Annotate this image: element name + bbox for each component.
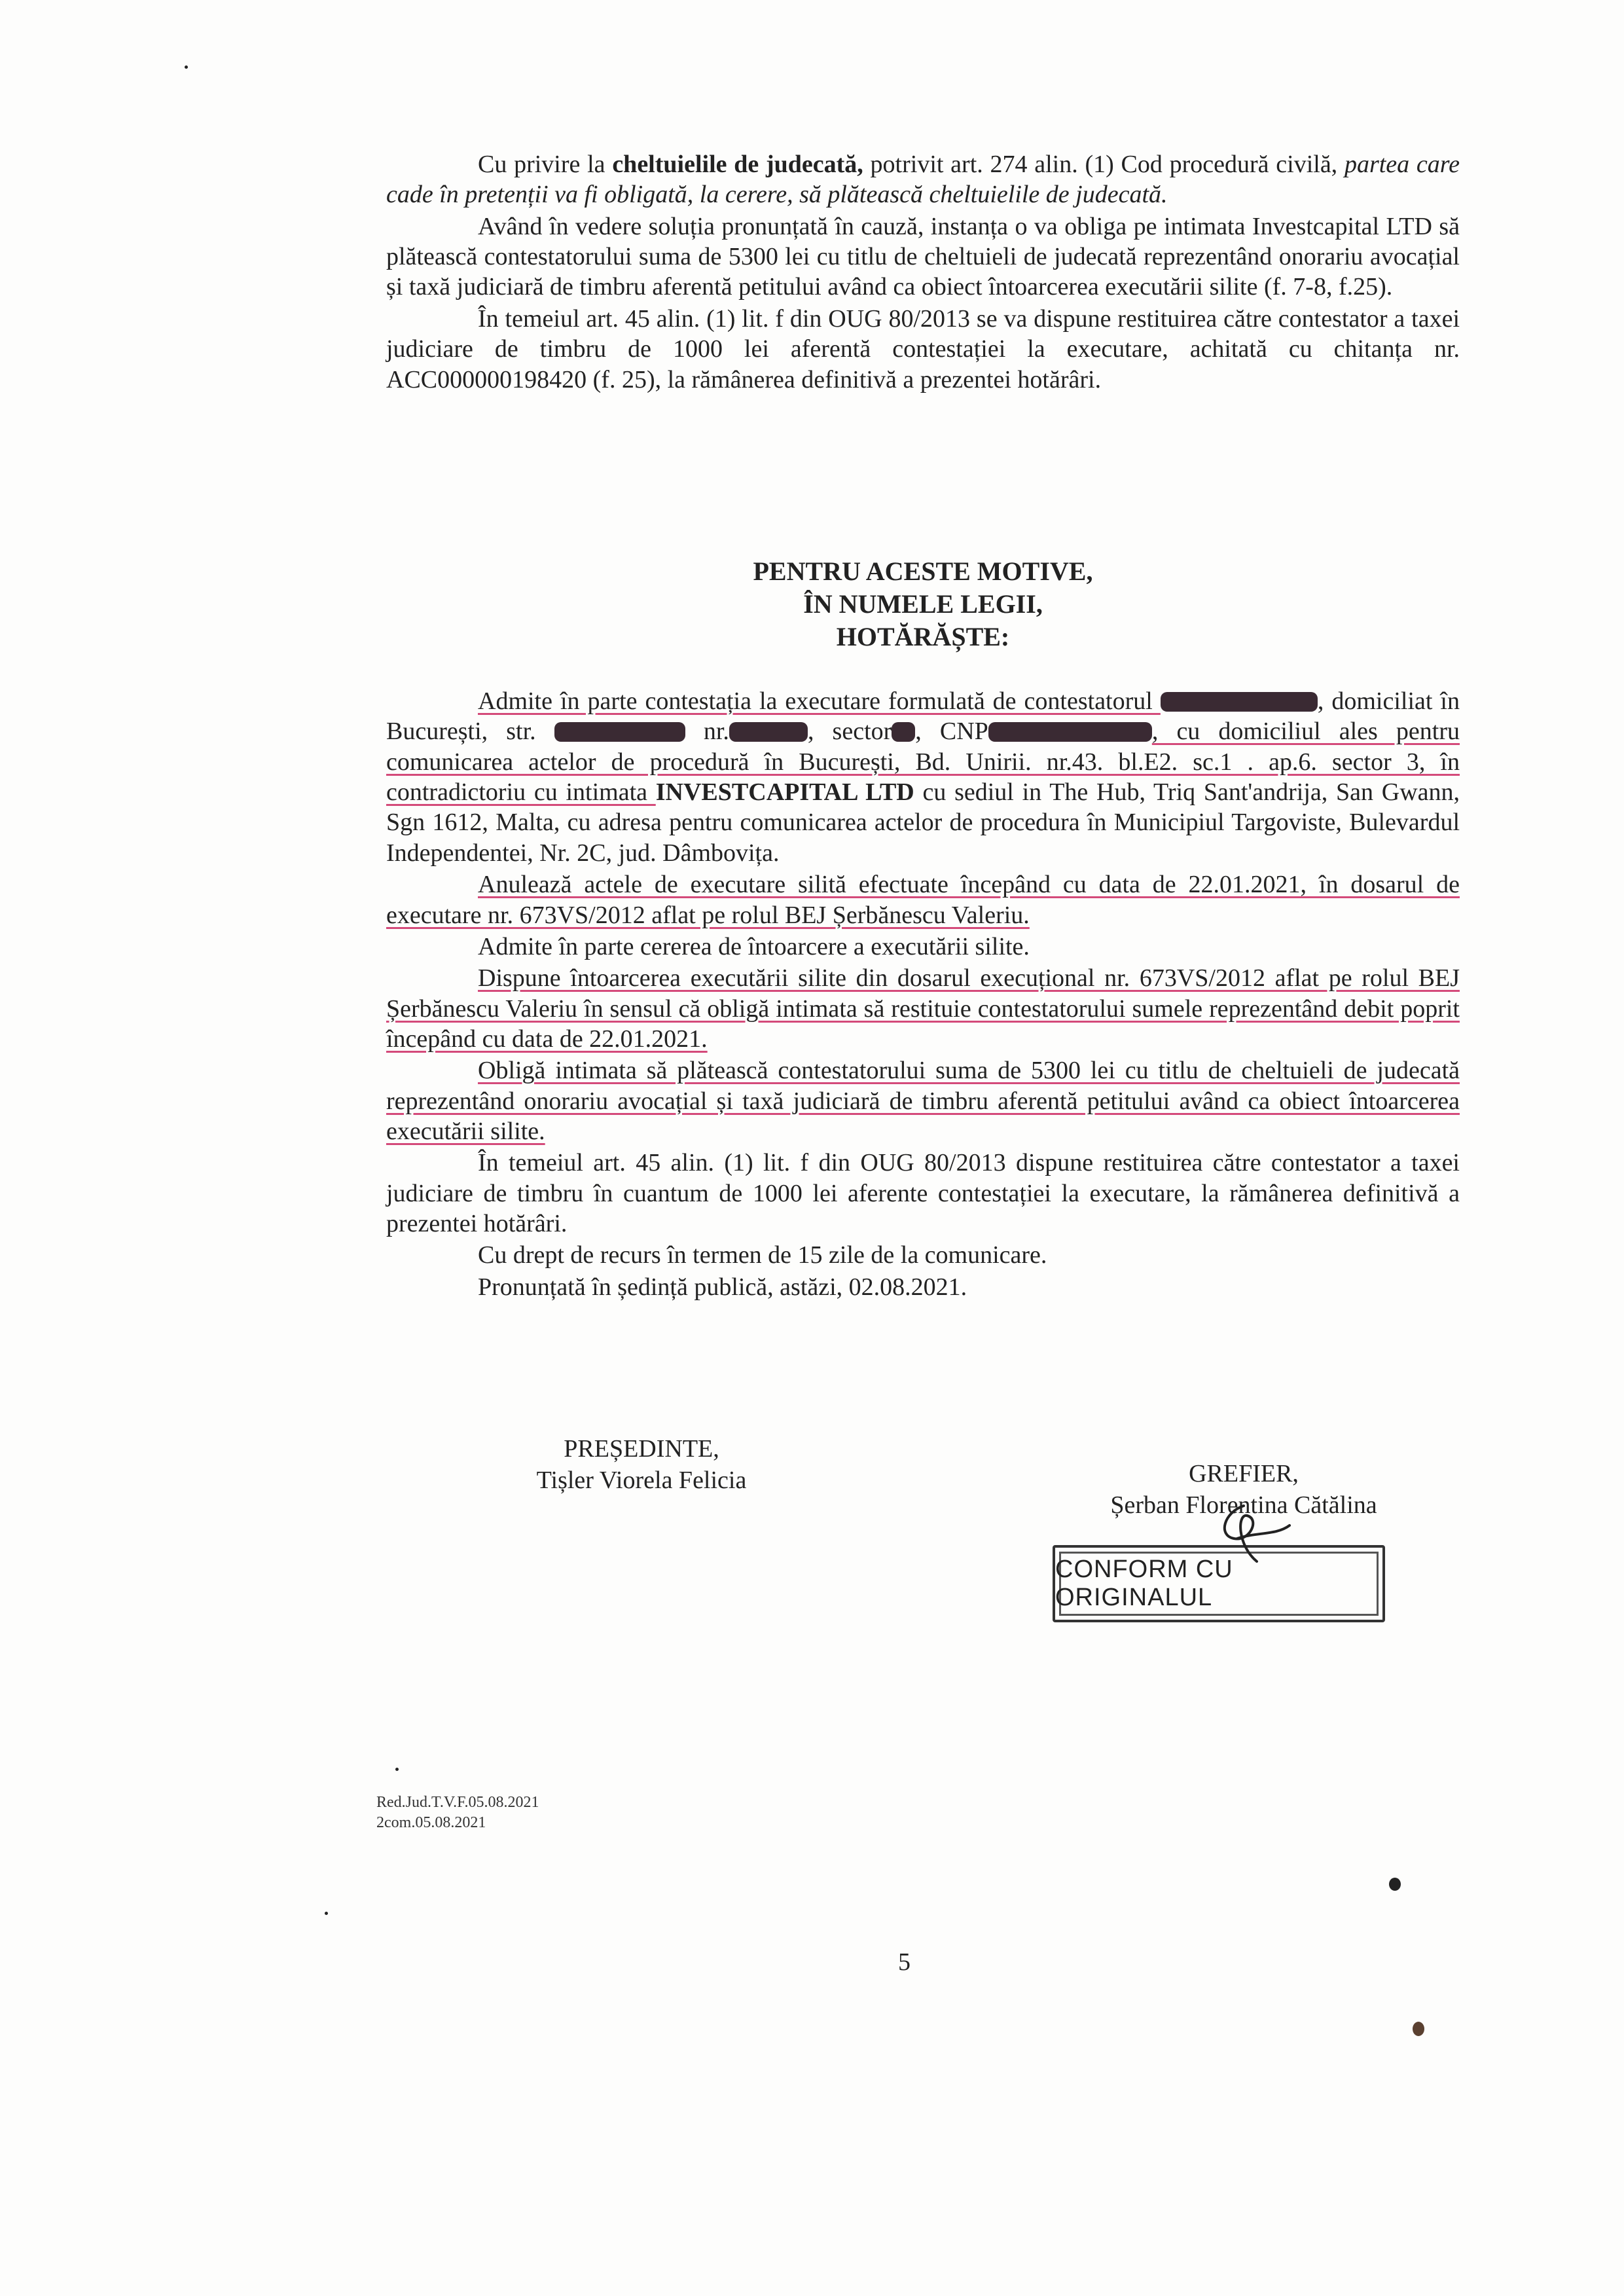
editorial-note xyxy=(376,1793,539,1833)
president-title: PREȘEDINTE, xyxy=(564,1435,719,1463)
redacted-sector xyxy=(892,722,915,742)
scan-speck-icon xyxy=(185,65,188,69)
ruling-paragraph-6: În temeiul art. 45 alin. (1) lit. f din OUG 80/2013 dispune restituirea către contestator a taxei judiciare de timbru în cuantum de 1000 lei aferente contestației la executare, la rămânerea definitivă a prezentei hotărâri. xyxy=(386,1149,1460,1238)
page-number: 5 xyxy=(898,1948,911,1976)
costs-section xyxy=(386,149,1460,395)
ruling-paragraph-2: Anulează actele de executare silită efectuate începând cu data de 22.01.2021, în dosarul de executare nr. 673VS/2012 aflat pe rolul BEJ Șerbănescu Valeriu. xyxy=(386,871,1460,929)
editorial-line-1: Red.Jud.T.V.F.05.08.2021 xyxy=(376,1794,539,1811)
handwritten-signature-icon xyxy=(1198,1499,1303,1578)
clerk-title: GREFIER, xyxy=(1189,1460,1299,1487)
ruling-paragraph-8: Pronunțată în ședință publică, astăzi, 02.08.2021. xyxy=(478,1273,967,1301)
certified-copy-stamp: CONFORM CU ORIGINALUL xyxy=(1053,1545,1385,1622)
scan-speck-icon xyxy=(325,1912,328,1915)
ruling-paragraph-5: Obligă intimata să plătească contestatorului suma de 5300 lei cu titlu de cheltuieli de judecată reprezentând onorariu avocațial și taxă judiciară de timbru aferentă petitului având ca obiect întoarcerea executării silite. xyxy=(386,1057,1460,1146)
president-signature-block xyxy=(497,1434,785,1496)
scan-speck-icon xyxy=(1413,2022,1424,2036)
respondent-name: INVESTCAPITAL LTD xyxy=(655,778,914,807)
clerk-name: Șerban Florentina Cătălina xyxy=(1110,1491,1377,1519)
scan-speck-icon xyxy=(395,1768,399,1771)
ruling-paragraph-1: Admite în parte contestația la executare formulată de contestatorul , domiciliat în București, str. nr. , sector , CNP , cu domiciliul ales pentru comunicarea actelor de procedură în București, Bd. Unirii. nr.43. bl.E2. sc.1 . ap.6. sector 3, în contradictoriu cu intimata INVESTCAPITAL LTD cu sediul in The Hub, Triq Sant'andrija, San Gwann, Sgn 1612, Malta, cu adresa pentru comunicarea actelor de procedura în Municipiul Targoviste, Bulevardul Independentei, Nr. 2C, jud. Dâmbovița. xyxy=(386,687,1460,867)
ruling-heading xyxy=(386,555,1460,653)
redacted-number xyxy=(729,722,808,742)
president-name: Tișler Viorela Felicia xyxy=(536,1466,747,1494)
scan-speck-icon xyxy=(1389,1878,1401,1891)
ruling-paragraph-3: Admite în parte cererea de întoarcere a executării silite. xyxy=(478,932,1030,960)
ruling-paragraph-4: Dispune întoarcerea executării silite din dosarul execuțional nr. 673VS/2012 aflat pe rolul BEJ Șerbănescu Valeriu în sensul că obligă intimata să restituie contestatorului sumele reprezentând debit poprit începând cu data de 22.01.2021. xyxy=(386,964,1460,1053)
costs-quote: partea care cade în pretenții va fi obligată, la cerere, să plătească cheltuielile de judecată. xyxy=(386,151,1460,209)
heading-line-2: ÎN NUMELE LEGII, xyxy=(803,589,1043,619)
costs-paragraph-1: Cu privire la cheltuielile de judecată, potrivit art. 274 alin. (1) Cod procedură civilă, partea care cade în pretenții va fi obligată, la cerere, să plătească cheltuielile de judecată. xyxy=(386,151,1460,209)
editorial-line-2: 2com.05.08.2021 xyxy=(376,1814,486,1832)
costs-paragraph-2: Având în vedere soluția pronunțată în cauză, instanța o va obliga pe intimata Investcapital LTD să plătească contestatorului suma de 5300 lei cu titlu de cheltuieli de judecată reprezentând onorariu avocațial și taxă judiciară de timbru aferentă petitului având ca obiect întoarcerea executării silite (f. 7-8, f.25). xyxy=(386,212,1460,301)
redacted-street xyxy=(554,722,685,742)
costs-paragraph-3: În temeiul art. 45 alin. (1) lit. f din OUG 80/2013 se va dispune restituirea către contestator a taxei judiciare de timbru de 1000 lei aferentă contestației la executare, achitată cu chitanța nr. ACC000000198420 (f. 25), la rămânerea definitivă a prezentei hotărâri. xyxy=(386,304,1460,393)
redacted-name xyxy=(1161,692,1318,712)
redacted-cnp xyxy=(988,722,1152,742)
ruling-paragraph-7: Cu drept de recurs în termen de 15 zile de la comunicare. xyxy=(478,1241,1047,1269)
ruling-section xyxy=(386,686,1460,1302)
heading-line-1: PENTRU ACESTE MOTIVE, xyxy=(753,556,1093,586)
heading-line-3: HOTĂRĂȘTE: xyxy=(836,622,1010,651)
costs-term: cheltuielile de judecată, xyxy=(612,151,863,178)
